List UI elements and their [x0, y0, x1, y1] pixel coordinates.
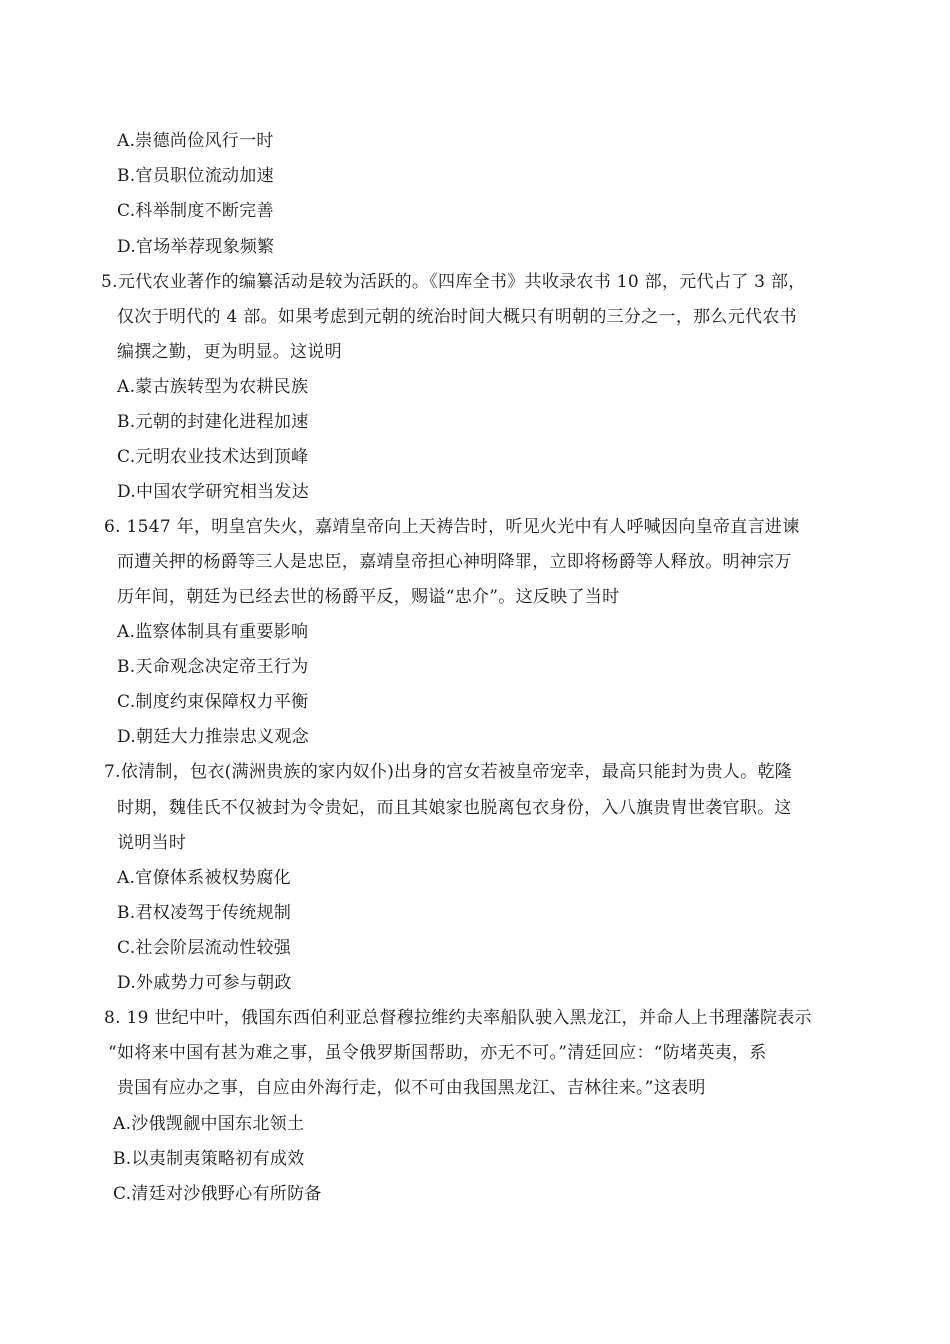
q7-option-a: A.官僚体系被权势腐化: [117, 868, 291, 888]
q7-stem-line-1: 7.依清制，包衣(满洲贵族的家内奴仆)出身的宫女若被皇帝宠幸，最高只能封为贵人。乾隆: [104, 762, 793, 782]
q6-option-b: B.天命观念决定帝王行为: [117, 657, 309, 677]
q5-option-c: C.元明农业技术达到顶峰: [117, 447, 309, 467]
q6-option-c: C.制度约束保障权力平衡: [117, 692, 309, 712]
q8-option-c: C.清廷对沙俄野心有所防备: [113, 1184, 322, 1204]
q4-option-a: A.崇德尚俭风行一时: [117, 131, 274, 151]
q7-stem-line-3: 说明当时: [117, 833, 187, 853]
q6-stem-line-1: 6. 1547 年，明皇宫失火，嘉靖皇帝向上天祷告时，听见火光中有人呼喊因向皇帝直言进谏: [104, 517, 800, 537]
q4-option-d: D.官场举荐现象频繁: [117, 237, 275, 257]
q8-stem-line-2: “如将来中国有甚为难之事，虽令俄罗斯国帮助，亦无不可。”清廷回应：“防堵英夷，系: [108, 1043, 767, 1063]
q7-option-b: B.君权凌驾于传统规制: [117, 903, 292, 923]
q8-stem-line-3: 贵国有应办之事，自应由外海行走，似不可由我国黑龙江、吉林往来。”这表明: [117, 1078, 706, 1098]
q5-stem-line-3: 编撰之勤，更为明显。这说明: [117, 342, 342, 362]
q4-option-c: C.科举制度不断完善: [117, 201, 274, 221]
q8-stem-line-1: 8. 19 世纪中叶，俄国东西伯利亚总督穆拉维约夫率船队驶入黑龙江，并命人上书理藩院表示: [104, 1008, 812, 1028]
q5-option-d: D.中国农学研究相当发达: [117, 482, 310, 502]
q6-stem-line-2: 而遭关押的杨爵等三人是忠臣，嘉靖皇帝担心神明降罪，立即将杨爵等人释放。明神宗万: [117, 552, 792, 572]
q6-stem-line-3: 历年间，朝廷为已经去世的杨爵平反，赐谥“忠介”。这反映了当时: [117, 587, 620, 607]
q5-stem-line-2: 仅次于明代的 4 部。如果考虑到元朝的统治时间大概只有明朝的三分之一，那么元代农书: [117, 307, 797, 327]
q7-stem-line-2: 时期，魏佳氏不仅被封为令贵妃，而且其娘家也脱离包衣身份，入八旗贵胄世袭官职。这: [117, 798, 792, 818]
q5-option-a: A.蒙古族转型为农耕民族: [117, 377, 309, 397]
q7-option-d: D.外戚势力可参与朝政: [117, 973, 292, 993]
q4-option-b: B.官员职位流动加速: [117, 166, 274, 186]
q6-option-d: D.朝廷大力推崇忠义观念: [117, 727, 310, 747]
q5-stem-line-1: 5.元代农业著作的编纂活动是较为活跃的。《四库全书》共收录农书 10 部，元代占了 3 部，: [101, 272, 806, 292]
q8-option-a: A.沙俄觊觎中国东北领土: [113, 1114, 305, 1134]
q5-option-b: B.元朝的封建化进程加速: [117, 412, 309, 432]
q7-option-c: C.社会阶层流动性较强: [117, 938, 292, 958]
q8-option-b: B.以夷制夷策略初有成效: [113, 1149, 305, 1169]
q6-option-a: A.监察体制具有重要影响: [117, 622, 309, 642]
